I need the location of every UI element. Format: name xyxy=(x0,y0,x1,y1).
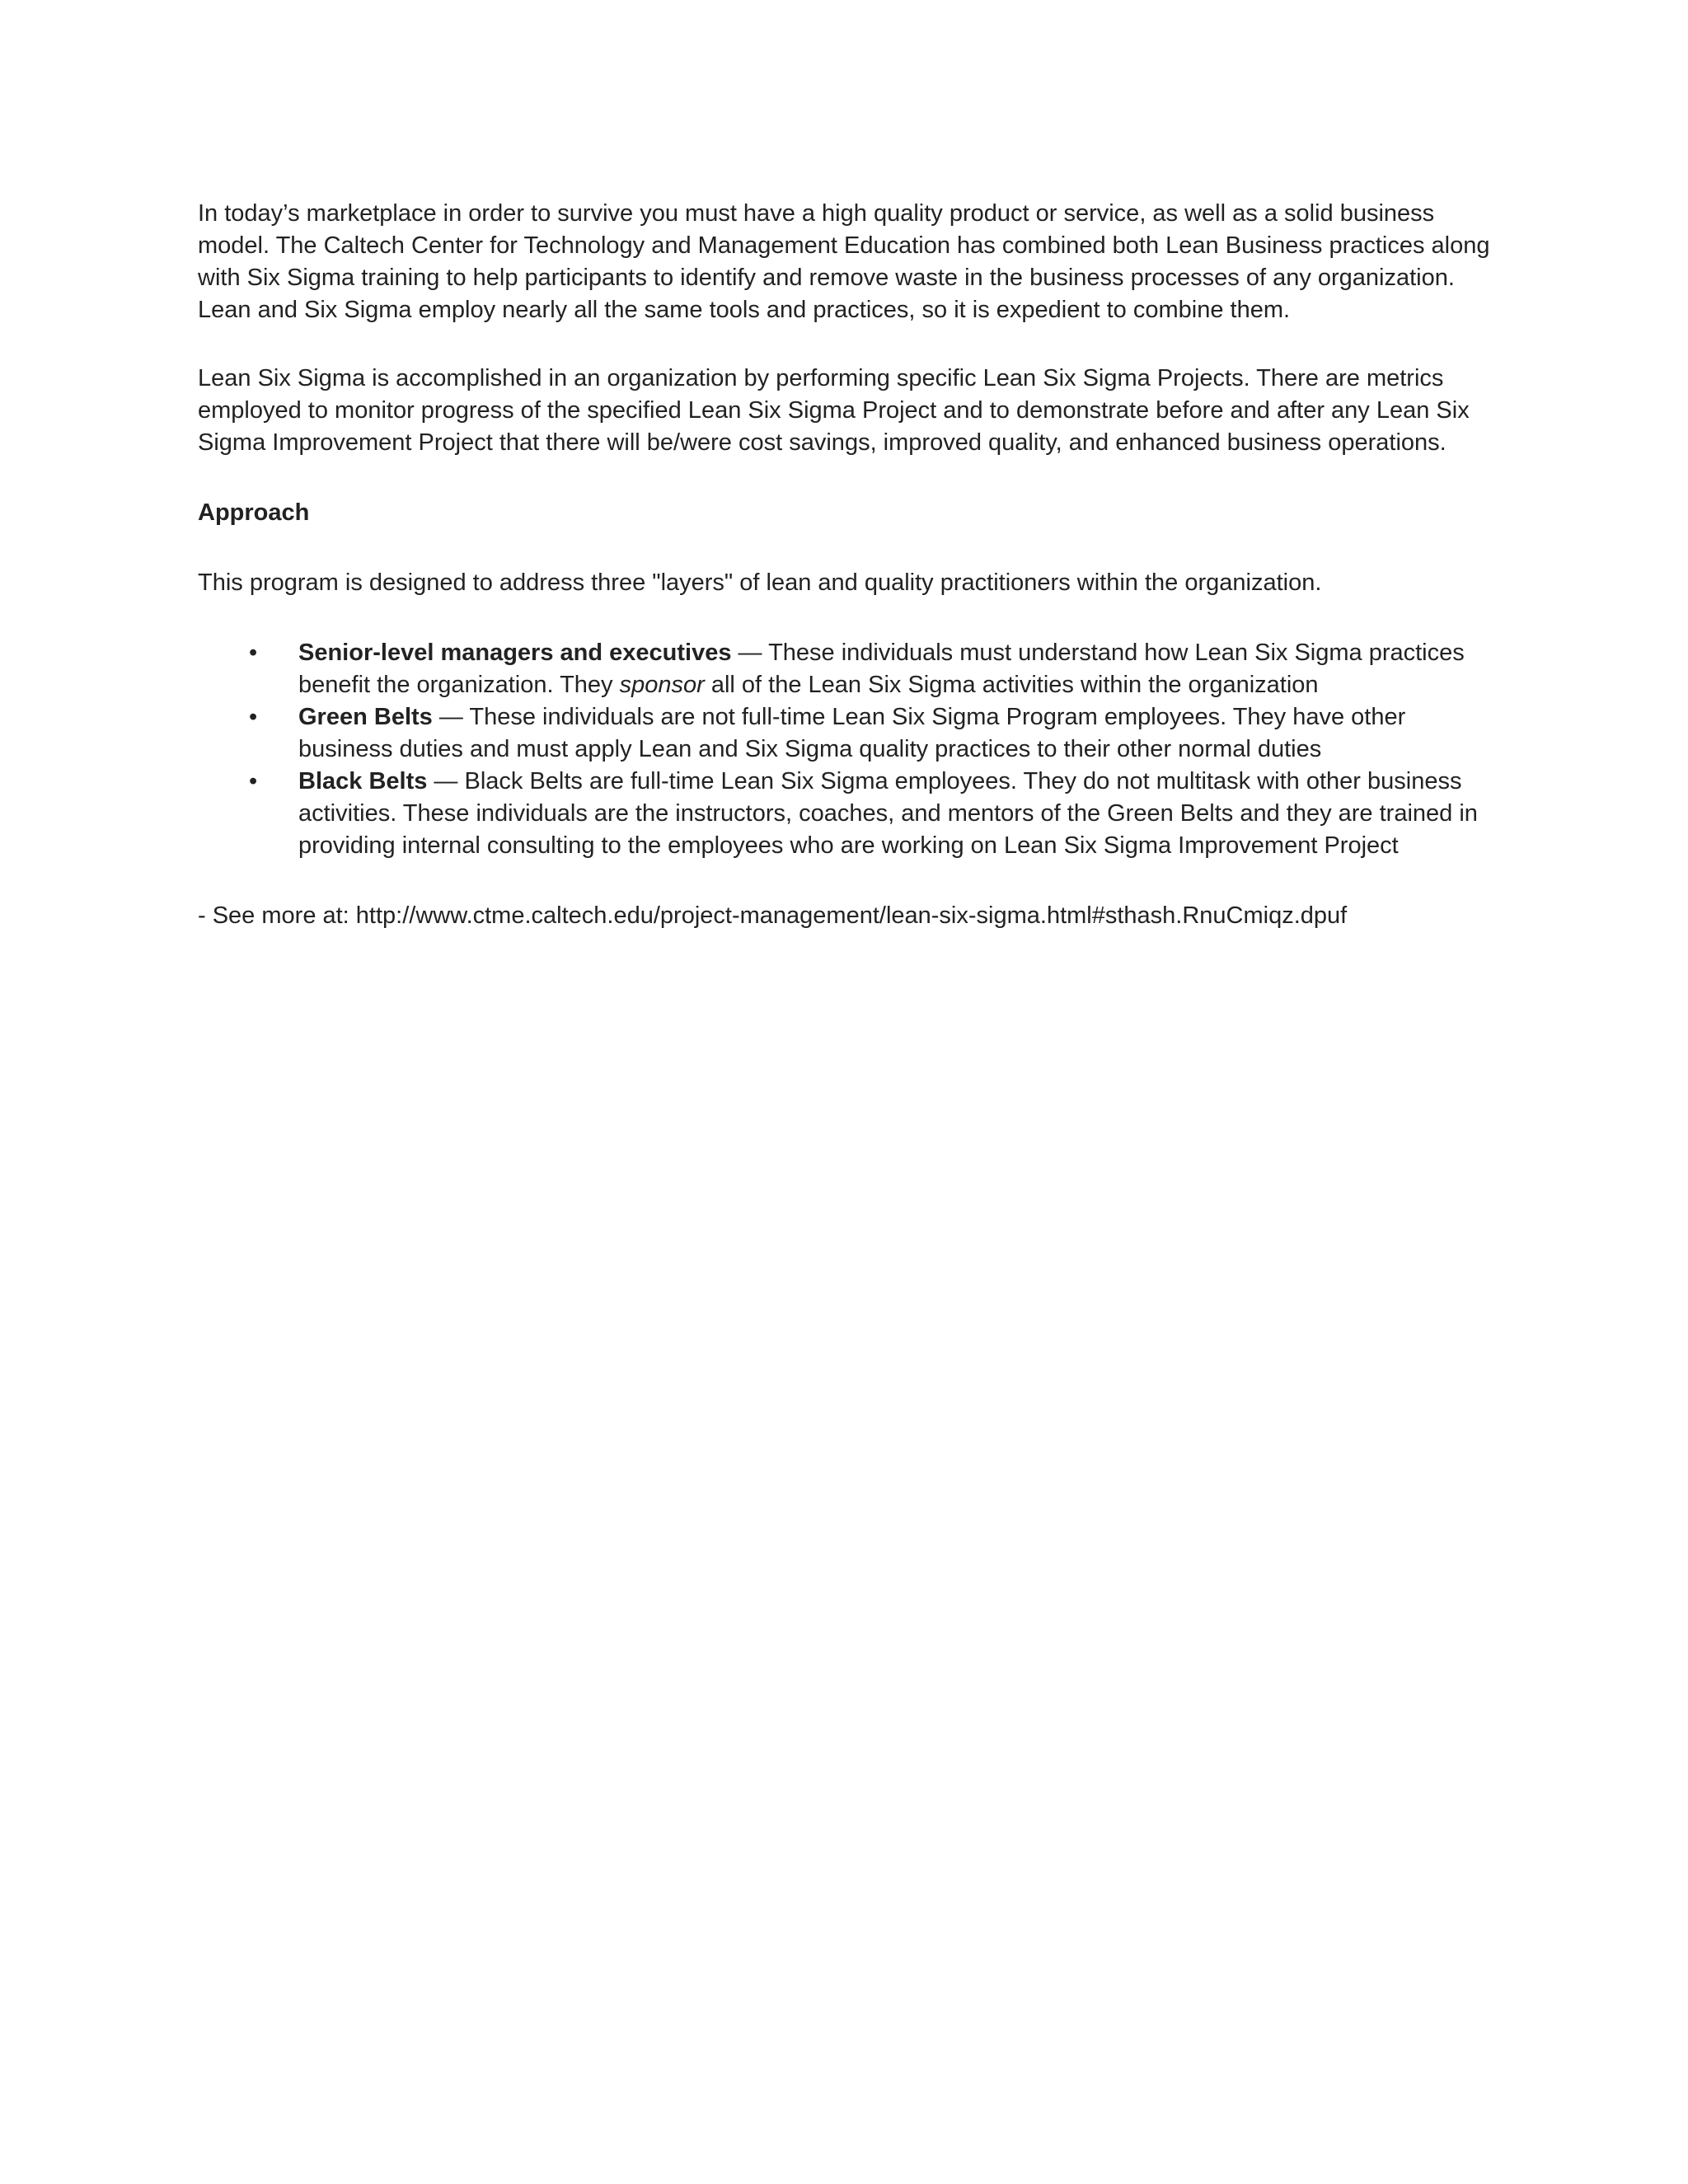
bullet-title: Senior-level managers and executives xyxy=(298,640,732,666)
paragraph-intro-marketplace: In today’s marketplace in order to survive you must have a high quality product or service, as well as a solid business model. The Caltech Center for Technology and Management Education has combined both Lean Business practices along with Six Sigma training to help participants to identify and remove waste in the business processes of any organization. Lean and Six Sigma employ nearly all the same tools and practices, so it is expedient to combine them. xyxy=(198,200,1490,323)
see-more-reference: - See more at: http://www.ctme.caltech.edu/project-management/lean-six-sigma.html#sthash.RnuCmiqz.dpuf xyxy=(198,902,1348,929)
bullet-text: — These individuals must understand how Lean Six Sigma practices benefit the organization. They xyxy=(298,640,1465,698)
practitioner-layers-list xyxy=(198,637,1492,862)
section-heading-approach: Approach xyxy=(198,499,310,526)
bullet-text-end: all of the Lean Six Sigma activities within the organization xyxy=(704,672,1319,698)
paragraph-program-intro: This program is designed to address three "layers" of lean and quality practitioners within the organization. xyxy=(198,569,1322,596)
bullet-text: — These individuals are not full-time Lean Six Sigma Program employees. They have other business duties and must apply Lean and Six Sigma quality practices to their other normal duties xyxy=(298,704,1406,762)
document-page xyxy=(198,198,1492,932)
paragraph-lean-six-sigma: Lean Six Sigma is accomplished in an organization by performing specific Lean Six Sigma Projects. There are metrics employed to monitor progress of the specified Lean Six Sigma Project and to demonstrate before and after any Lean Six Sigma Improvement Project that there will be/were cost savings, improved quality, and enhanced business operations. xyxy=(198,365,1470,456)
bullet-title: Green Belts xyxy=(298,704,433,730)
list-item xyxy=(198,701,1492,766)
bullet-title: Black Belts xyxy=(298,768,428,794)
bullet-icon: • xyxy=(249,704,258,730)
bullet-text: — Black Belts are full-time Lean Six Sigma employees. They do not multitask with other business activities. These individuals are the instructors, coaches, and mentors of the Green Belts and they are trained in providing internal consulting to the employees who are working on Lean Six Sigma Improvement Project xyxy=(298,768,1478,859)
bullet-emphasis: sponsor xyxy=(619,672,705,698)
list-item xyxy=(198,637,1492,701)
bullet-icon: • xyxy=(249,640,258,666)
bullet-icon: • xyxy=(249,768,258,794)
list-item xyxy=(198,766,1492,862)
